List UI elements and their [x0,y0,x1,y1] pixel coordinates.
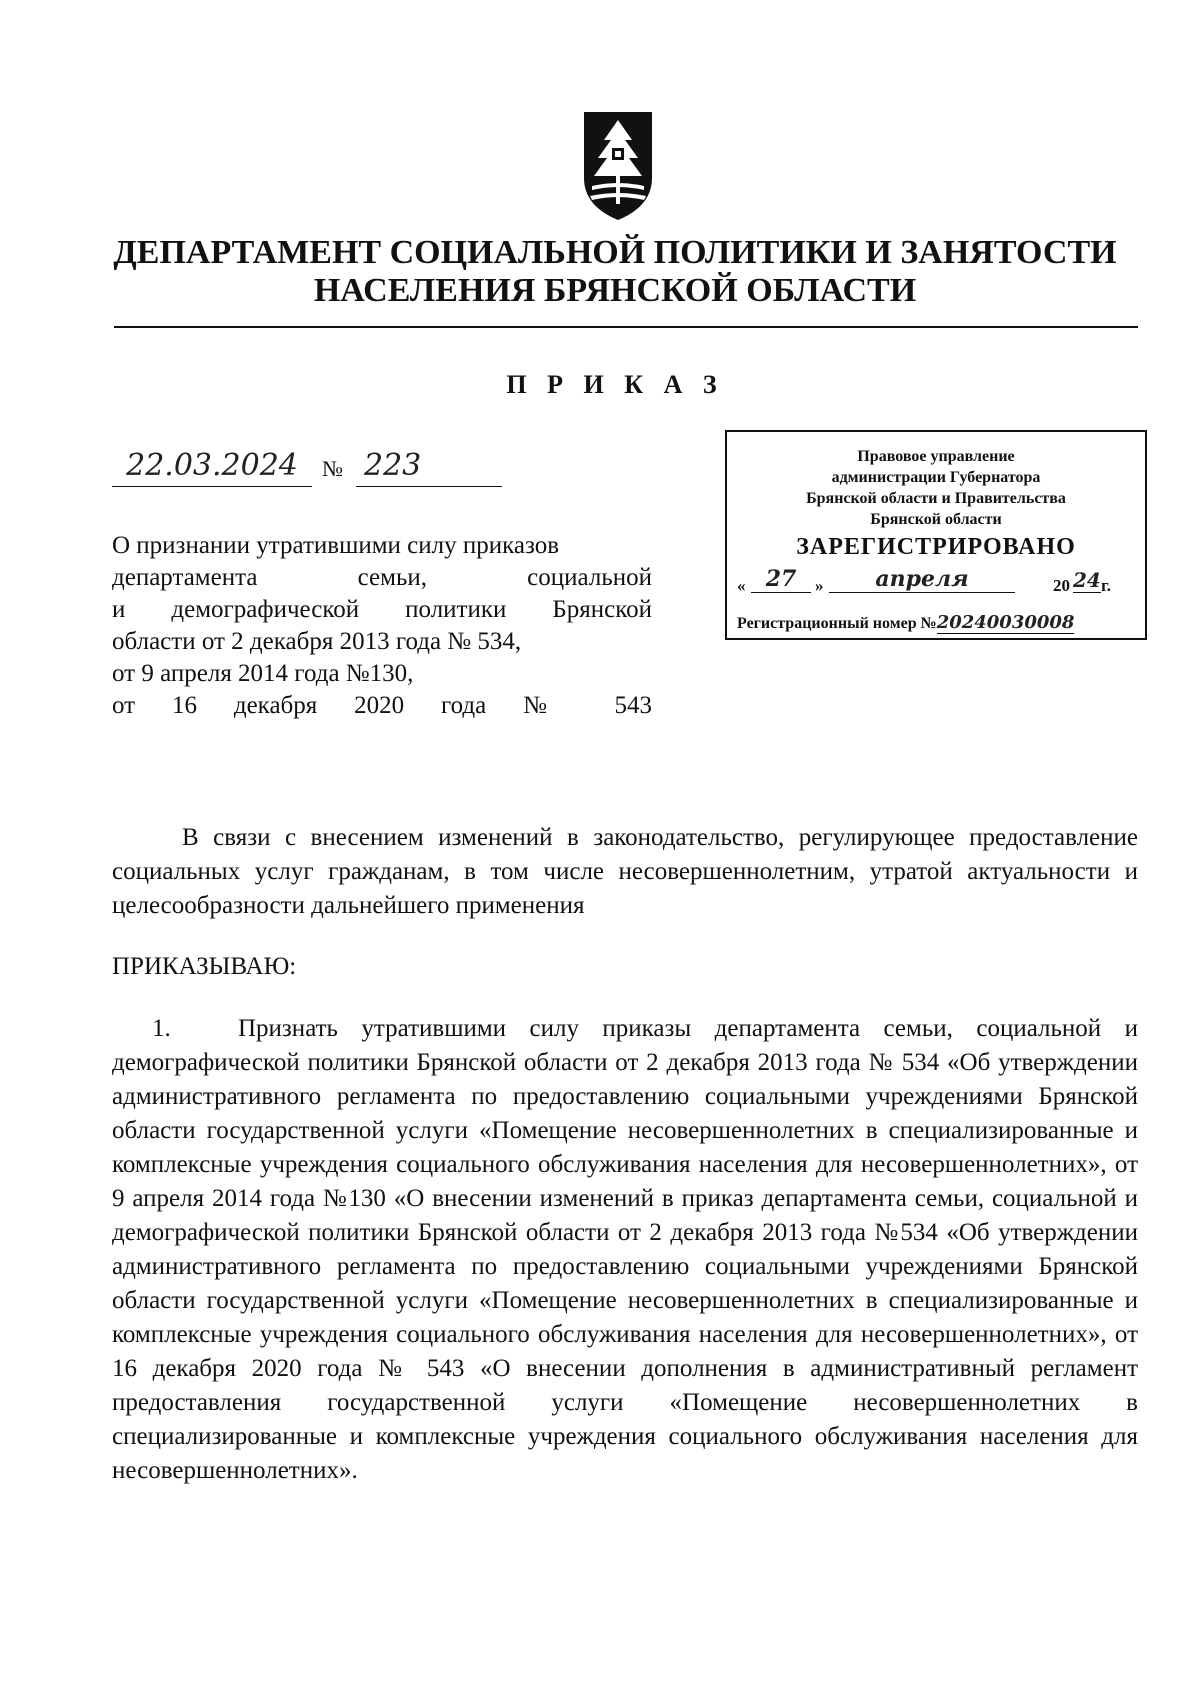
order-number-label: № [322,456,343,481]
stamp-status: ЗАРЕГИСТРИРОВАНО [796,534,1076,560]
preamble-paragraph: В связи с внесением изменений в законодательство, регулирующее предоставление социальных услуг гражданам, в том числе несовершеннолетним, утратой актуальности и целесообразности дальнейшего применения [112,824,1138,919]
stamp-year-suffix: 24 [1073,568,1101,592]
order-title-line: и демографической политики Брянской [112,596,652,623]
stamp-year-prefix: 20 [1053,576,1070,595]
stamp-line-2: администрации Губернатора [831,469,1041,486]
stamp-year-unit: г. [1101,576,1112,595]
stamp-registration [737,612,1074,633]
stamp-registration-label: Регистрационный номер № [737,615,937,632]
department-name-line-1: ДЕПАРТАМЕНТ СОЦИАЛЬНОЙ ПОЛИТИКИ И ЗАНЯТОСТИ [113,234,1117,271]
order-date: 22.03.2024 [112,446,312,487]
stamp-line-3: Брянской области и Правительства [806,490,1066,507]
stamp-date: « 27 » апреля 20 24 г. [737,566,1112,595]
department-name-line-2: НАСЕЛЕНИЯ БРЯНСКОЙ ОБЛАСТИ [313,272,917,309]
registration-stamp [725,430,1147,640]
department-header [100,234,1130,310]
order-title-line: О признании утратившими силу приказов [112,532,560,559]
item-1-text: Признать утратившими силу приказы департамента семьи, социальной и демографической политики Брянской области от 2 декабря 2013 года № 534 «Об утверждении административного регламента по предоставлению социальными учреждениями Брянской области государственной услуги «Помещение несовершеннолетних в специализированные и комплексные учреждения социального обслуживания населения для несовершеннолетних», от 9 апреля 2014 года №130 «О внесении изменений в приказ департамента семьи, социальной и демографической политики Брянской области от 2 декабря 2013 года №534 «Об утверждении административного регламента по предоставлению социальными учреждениями Брянской области государственной услуги «Помещение несовершеннолетних в специализированные и комплексные учреждения социального обслуживания населения для несовершеннолетних», от 16 декабря 2020 года № 543 «О внесении дополнения в административный регламент предоставления государственной услуги «Помещение несовершеннолетних в специализированные и комплексные учреждения социального обслуживания населения для несовершеннолетних». [112,1015,1138,1484]
item-1-number: 1. [152,1015,171,1042]
order-directive: ПРИКАЗЫВАЮ: [112,953,297,980]
order-number: 223 [356,446,502,487]
order-title-line: от 9 апреля 2014 года №130, [112,660,414,687]
order-title-line: департамента семьи, социальной [112,564,652,591]
stamp-line-4: Брянской области [870,511,1002,528]
order-title [112,530,652,722]
stamp-line-1: Правовое управление [857,448,1015,465]
stamp-registration-number: 20240030008 [936,612,1075,633]
document-type: П Р И К А З [506,370,724,399]
coat-of-arms-emblem [578,108,658,224]
item-1-paragraph [112,1012,1138,1488]
stamp-month: апреля [829,566,1015,593]
stamp-day: 27 [751,566,811,593]
order-title-line: области от 2 декабря 2013 года № 534, [112,628,522,655]
order-title-line: от 16 декабря 2020 года № 543 [112,692,652,719]
header-divider [114,326,1138,328]
